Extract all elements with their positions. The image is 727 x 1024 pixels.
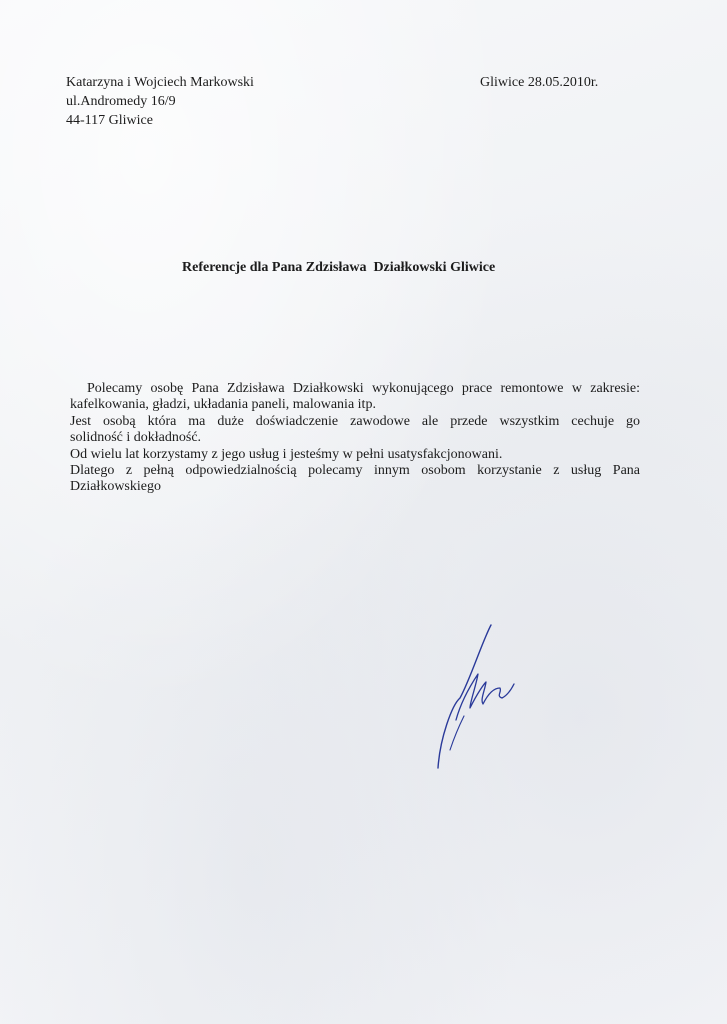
- body-line: Od wielu lat korzystamy z jego usług i jesteśmy w pełni usatysfakcjonowani.: [70, 446, 503, 462]
- body-line: solidność i dokładność.: [70, 430, 202, 446]
- body-line: Dlatego z pełną odpowiedzialnością polecamy innym osobom korzystanie z usług Pana: [70, 463, 640, 479]
- body-line: Polecamy osobę Pana Zdzisława Działkowski wykonującego prace remontowe w zakresie:: [87, 381, 640, 396]
- body-line: kafelkowania, gładzi, układania paneli, malowania itp.: [70, 397, 376, 413]
- sender-name: Katarzyna i Wojciech Markowski: [66, 75, 254, 90]
- letter-title: Referencje dla Pana Zdzisława Działkowski Gliwice: [182, 260, 496, 275]
- body-line: Działkowskiego: [70, 479, 161, 495]
- handwritten-signature: [430, 620, 530, 770]
- sender-city: 44-117 Gliwice: [66, 113, 153, 128]
- sender-street: ul.Andromedy 16/9: [66, 94, 176, 109]
- letter-body: [70, 381, 640, 496]
- body-line: Jest osobą która ma duże doświadczenie zawodowe ale przede wszystkim cechuje go: [70, 413, 640, 429]
- place-date: Gliwice 28.05.2010r.: [480, 75, 599, 90]
- sender-address: [66, 73, 254, 130]
